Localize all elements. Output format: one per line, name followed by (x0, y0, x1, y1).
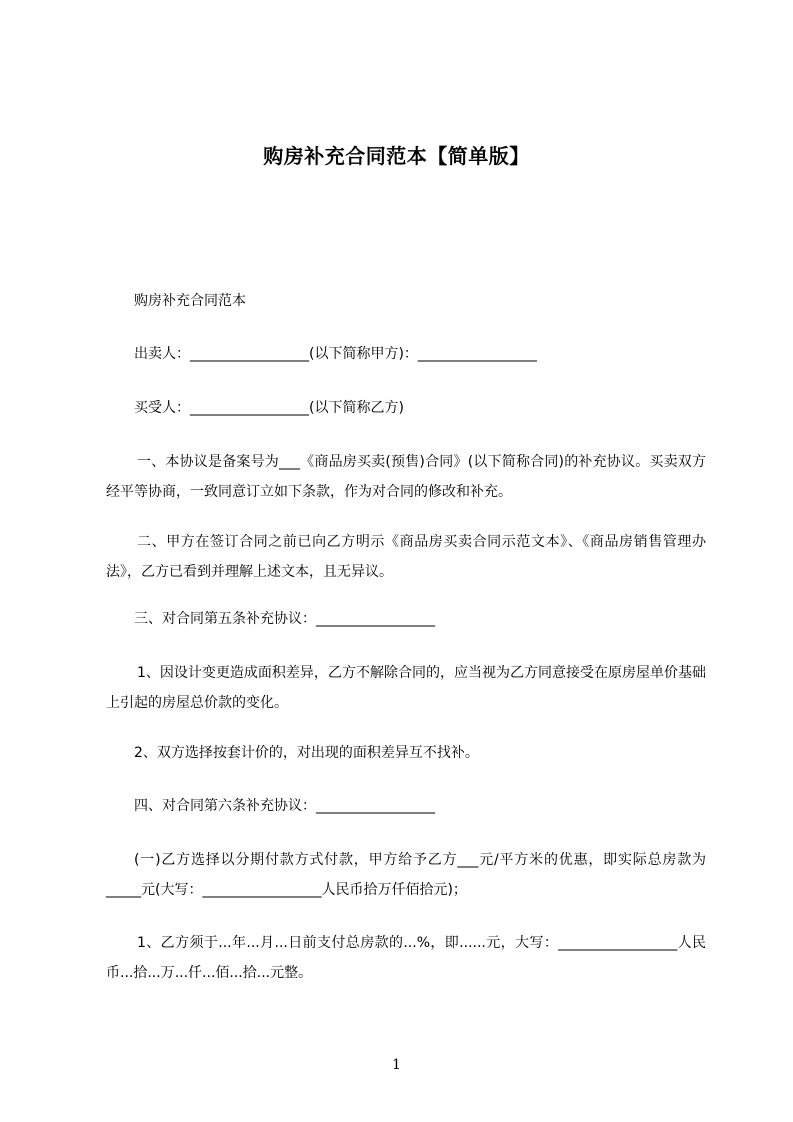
seller-line: 出卖人：_________________(以下简称甲方)：_________________ (134, 346, 537, 362)
clause-2: 二、甲方在签订合同之前已向乙方明示《商品房买卖合同示范文本》、《商品房销售管理办法》，乙方已看到并理解上述文本，且无异议。 (106, 534, 706, 580)
clause-1: 一、本协议是备案号为___《商品房买卖(预售)合同》(以下简称合同)的补充协议。买卖双方经平等协商，一致同意订立如下条款，作为对合同的修改和补充。 (106, 454, 706, 500)
page-number: 1 (392, 1057, 401, 1073)
document-subtitle: 购房补充合同范本 (134, 293, 246, 309)
clause-4-heading: 四、对合同第六条补充协议：_________________ (134, 798, 435, 814)
clause-4-item-a: (一)乙方选择以分期付款方式付款，甲方给予乙方___元/平方米的优惠，即实际总房款为_____元(大写：_________________人民币拾万仟佰拾元)； (106, 852, 706, 898)
clause-3-heading: 三、对合同第五条补充协议：_________________ (134, 611, 435, 627)
document-title: 购房补充合同范本【简单版】 (263, 144, 530, 168)
clause-3-item-2: 2、双方选择按套计价的，对出现的面积差异互不找补。 (134, 745, 479, 761)
clause-3-item-1: 1、因设计变更造成面积差异，乙方不解除合同的，应当视为乙方同意接受在原房屋单价基础上引起的房屋总价款的变化。 (106, 665, 706, 711)
buyer-line: 买受人：_________________(以下简称乙方) (134, 400, 404, 416)
clause-4-item-1: 1、乙方须于...年...月...日前支付总房款的...%，即......元，大写：_________________人民币...拾...万...仟...佰...拾...元整。 (106, 935, 706, 981)
